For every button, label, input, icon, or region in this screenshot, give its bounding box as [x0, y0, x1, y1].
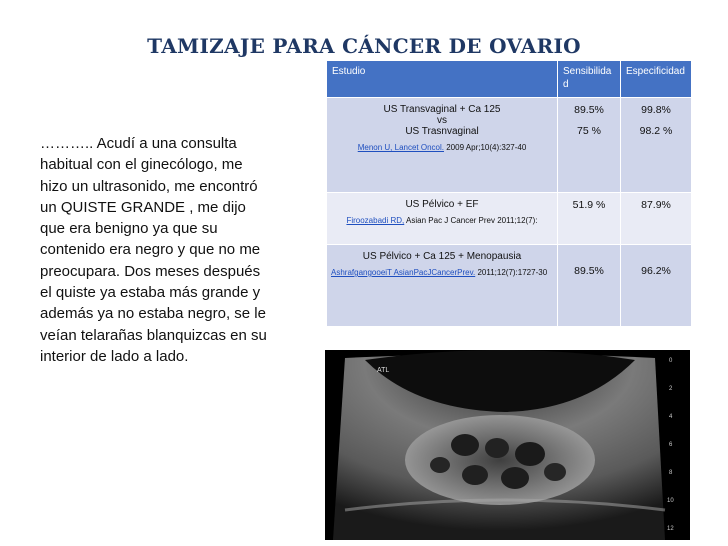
reference [331, 216, 553, 225]
reference-text: 2011;12(7):1727-30 [475, 268, 548, 277]
specificity-value: 98.2 % [639, 125, 673, 137]
study-line: US Pélvico + EF [405, 199, 479, 210]
sensitivity-value: 89.5% [574, 104, 604, 116]
header-study: Estudio [327, 61, 558, 98]
reference-link[interactable]: Firoozabadi RD, [346, 216, 405, 225]
patient-story-text: ……….. Acudí a una consulta habitual con el ginecólogo, me hizo un ultrasonido, me encontró un QUISTE GRANDE , me dijo que era benigno ya que su contenido era negro y que no me preocupara. Dos meses después el quiste ya estaba más grande y además ya no estaba negro, se le veían telarañas blanquizcas en su interior de lado a lado. [40, 135, 267, 365]
specificity-cell [621, 98, 692, 193]
specificity-value: 87.9% [621, 193, 692, 245]
ultrasound-image [325, 350, 690, 540]
study-cell [327, 98, 558, 193]
study-line: vs [437, 115, 447, 126]
reference [331, 268, 553, 277]
reference-text: 2009 Apr;10(4):327-40 [444, 143, 527, 152]
table-row [327, 245, 692, 327]
study-line: US Trasnvaginal [405, 126, 479, 137]
sensitivity-value: 51.9 % [558, 193, 621, 245]
specificity-value-text: 96.2% [641, 265, 671, 277]
reference [331, 143, 553, 152]
sensitivity-cell [558, 98, 621, 193]
screening-table [326, 60, 692, 327]
depth-mark: 10 [667, 498, 674, 504]
depth-mark: 8 [669, 470, 673, 476]
specificity-value: 99.8% [641, 104, 671, 116]
ultrasound-label: ATL [377, 367, 390, 374]
header-specificity: Especificidad [621, 61, 692, 98]
sensitivity-value-text: 89.5% [574, 265, 604, 277]
depth-mark: 4 [669, 414, 673, 420]
reference-link[interactable]: Menon U, Lancet Oncol. [357, 143, 444, 152]
reference-text: Asian Pac J Cancer Prev 2011;12(7): [404, 216, 538, 225]
specificity-value [621, 245, 692, 327]
reference-link[interactable]: AshrafgangooeiT AsianPacJCancerPrev. [331, 268, 476, 277]
depth-mark: 2 [669, 386, 673, 392]
depth-mark: 6 [669, 442, 673, 448]
study-cell [327, 245, 558, 327]
table-header-row [327, 61, 692, 98]
sensitivity-value [558, 245, 621, 327]
table-row [327, 193, 692, 245]
table-row [327, 98, 692, 193]
ultrasound-graphic [325, 350, 690, 540]
study-cell [327, 193, 558, 245]
header-sensitivity: Sensibilidad [558, 61, 621, 98]
study-line: US Pélvico + Ca 125 + Menopausia [362, 251, 522, 262]
page-title: TAMIZAJE PARA CÁNCER DE OVARIO [147, 34, 581, 58]
study-line: US Transvaginal + Ca 125 [383, 104, 501, 115]
depth-mark: 0 [669, 358, 673, 364]
sensitivity-value: 75 % [577, 125, 601, 137]
depth-mark: 12 [667, 526, 674, 532]
